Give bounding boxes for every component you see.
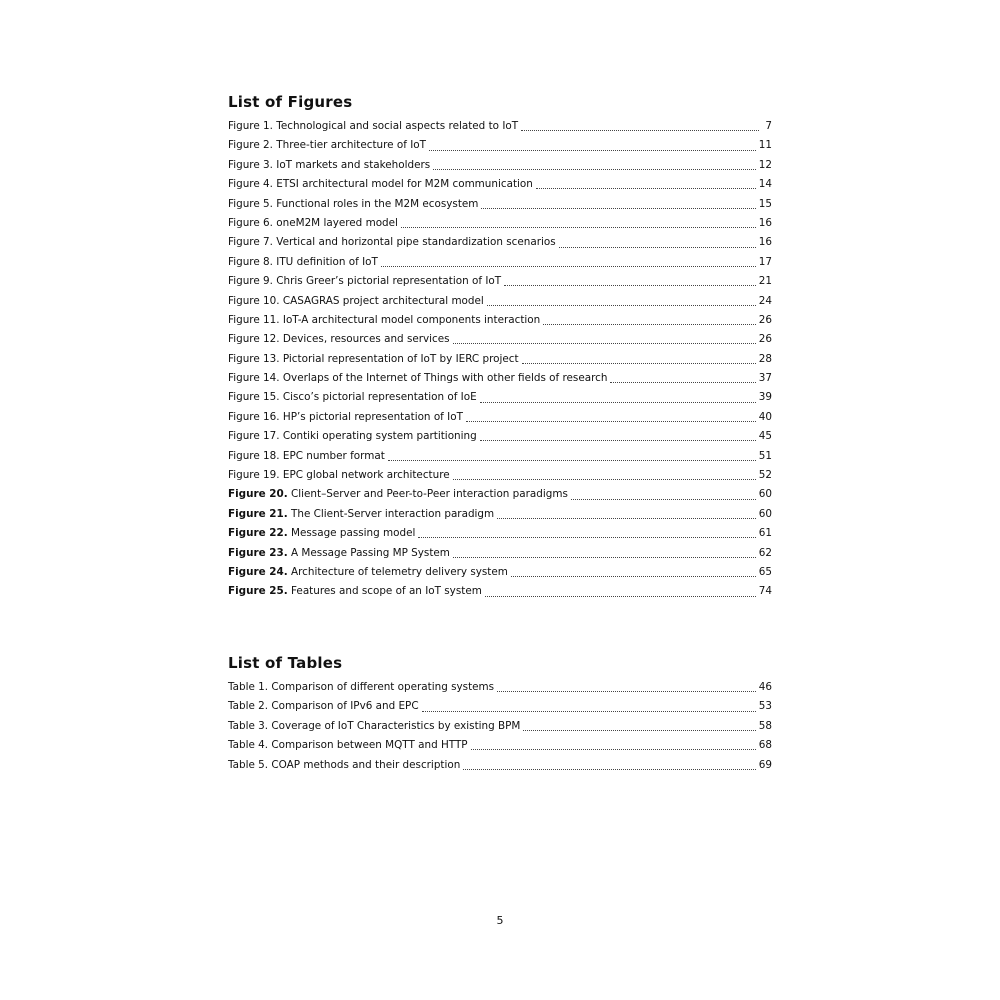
entry-label: Figure 6. (228, 216, 273, 229)
page-number: 5 (496, 914, 504, 927)
entry-label: Figure 22. (228, 527, 288, 540)
figure-entry[interactable] (228, 156, 772, 175)
figure-entry[interactable] (228, 408, 772, 427)
dot-leader (610, 382, 755, 383)
table-entry[interactable] (228, 717, 772, 736)
entry-label: Figure 24. (228, 565, 288, 578)
figure-entry[interactable] (228, 117, 772, 136)
entry-title: Pictorial representation of IoT by IERC project (282, 352, 519, 365)
entry-label: Figure 2. (228, 139, 273, 152)
entry-label: Figure 16. (228, 410, 280, 423)
entry-label: Table 1. (228, 681, 269, 693)
entry-label: Figure 10. (228, 294, 280, 307)
dot-leader (481, 208, 755, 209)
dot-leader (523, 730, 755, 731)
entry-title: Message passing model (291, 527, 416, 540)
entry-page-number: 58 (758, 719, 772, 732)
entry-title: oneM2M layered model (276, 216, 398, 229)
figure-entry[interactable] (228, 544, 772, 563)
entry-page-number: 51 (758, 449, 772, 462)
entry-page-number: 61 (758, 527, 772, 540)
dot-leader (487, 305, 756, 306)
table-entry[interactable] (228, 756, 772, 775)
figure-entry[interactable] (228, 505, 772, 524)
entry-label: Figure 20. (228, 488, 288, 501)
entry-page-number: 11 (758, 139, 772, 152)
entry-label: Figure 14. (228, 372, 280, 385)
figure-entry[interactable] (228, 136, 772, 155)
entry-page-number: 7 (765, 120, 772, 132)
figure-entry[interactable] (228, 214, 772, 233)
entry-label: Figure 4. (228, 178, 273, 191)
entry-title: Cisco’s pictorial representation of IoE (282, 391, 477, 404)
entry-title: Features and scope of an IoT system (291, 585, 482, 598)
figures-list (228, 117, 772, 602)
entry-label: Figure 13. (228, 352, 280, 365)
entry-title: Contiki operating system partitioning (282, 430, 477, 443)
entry-label: Figure 3. (228, 158, 273, 171)
entry-page-number: 45 (758, 430, 772, 443)
entry-page-number: 69 (758, 758, 772, 771)
dot-leader (521, 130, 759, 131)
entry-title: Comparison of different operating systems (271, 681, 495, 693)
entry-page-number: 17 (758, 255, 772, 268)
dot-leader (543, 324, 756, 325)
dot-leader (571, 499, 756, 500)
dot-leader (429, 150, 756, 151)
entry-label: Figure 9. (228, 275, 273, 288)
dot-leader (485, 596, 756, 597)
entry-label: Figure 19. (228, 469, 280, 482)
entry-page-number: 16 (758, 216, 772, 229)
list-of-tables-section (228, 653, 772, 775)
dot-leader (511, 576, 756, 577)
dot-leader (497, 518, 756, 519)
entry-title: CASAGRAS project architectural model (282, 294, 484, 307)
dot-leader (418, 537, 755, 538)
entry-title: Coverage of IoT Characteristics by existing BPM (271, 719, 521, 732)
entry-page-number: 68 (758, 739, 772, 752)
dot-leader (422, 711, 756, 712)
tables-list (228, 678, 772, 775)
entry-title: Technological and social aspects related to IoT (276, 120, 519, 132)
list-of-figures-heading: List of Figures (228, 93, 353, 111)
table-entry[interactable] (228, 678, 772, 697)
entry-title: ETSI architectural model for M2M communication (276, 178, 533, 191)
entry-label: Figure 21. (228, 507, 288, 520)
entry-label: Figure 15. (228, 391, 280, 404)
entry-title: EPC number format (282, 449, 385, 462)
entry-title: Comparison between MQTT and HTTP (271, 739, 468, 752)
entry-title: Functional roles in the M2M ecosystem (276, 197, 479, 210)
table-entry[interactable] (228, 736, 772, 755)
entry-page-number: 46 (758, 681, 772, 693)
dot-leader (453, 343, 756, 344)
figure-entry[interactable] (228, 330, 772, 349)
dot-leader (381, 266, 756, 267)
entry-label: Figure 1. (228, 120, 273, 132)
entry-title: Architecture of telemetry delivery system (291, 565, 508, 578)
figure-entry[interactable] (228, 582, 772, 601)
figure-entry[interactable] (228, 233, 772, 252)
entry-title: Three-tier architecture of IoT (276, 139, 426, 152)
entry-title: IoT-A architectural model components interaction (282, 313, 541, 326)
dot-leader (559, 247, 756, 248)
entry-title: Overlaps of the Internet of Things with other fields of research (282, 372, 608, 385)
entry-label: Figure 7. (228, 236, 273, 249)
entry-label: Table 2. (228, 700, 269, 713)
entry-page-number: 26 (758, 333, 772, 346)
figure-entry[interactable] (228, 447, 772, 466)
dot-leader (480, 440, 756, 441)
entry-label: Figure 5. (228, 197, 273, 210)
figure-entry[interactable] (228, 175, 772, 194)
entry-page-number: 60 (758, 507, 772, 520)
entry-page-number: 40 (758, 410, 772, 423)
entry-label: Figure 25. (228, 585, 288, 598)
entry-page-number: 26 (758, 313, 772, 326)
entry-label: Table 4. (228, 739, 269, 752)
dot-leader (504, 285, 756, 286)
figure-entry[interactable] (228, 311, 772, 330)
dot-leader (466, 421, 756, 422)
entry-page-number: 28 (758, 352, 772, 365)
entry-title: Devices, resources and services (282, 333, 450, 346)
entry-page-number: 65 (758, 565, 772, 578)
dot-leader (401, 227, 756, 228)
entry-page-number: 52 (758, 469, 772, 482)
entry-page-number: 21 (758, 275, 772, 288)
entry-label: Figure 17. (228, 430, 280, 443)
entry-label: Table 5. (228, 758, 269, 771)
entry-page-number: 37 (758, 372, 772, 385)
figure-entry[interactable] (228, 292, 772, 311)
list-of-tables-heading: List of Tables (228, 654, 343, 672)
figure-entry[interactable] (228, 427, 772, 446)
entry-title: Chris Greer’s pictorial representation of IoT (276, 275, 502, 288)
entry-title: Client–Server and Peer-to-Peer interaction paradigms (291, 488, 568, 501)
entry-page-number: 15 (758, 197, 772, 210)
figure-entry[interactable] (228, 466, 772, 485)
entry-page-number: 39 (758, 391, 772, 404)
entry-page-number: 53 (758, 700, 772, 713)
entry-label: Figure 23. (228, 546, 288, 559)
entry-label: Figure 12. (228, 333, 280, 346)
entry-title: A Message Passing MP System (291, 546, 450, 559)
figure-entry[interactable] (228, 253, 772, 272)
dot-leader (463, 769, 755, 770)
entry-page-number: 62 (758, 546, 772, 559)
entry-title: ITU definition of IoT (276, 255, 378, 268)
entry-title: Comparison of IPv6 and EPC (271, 700, 419, 713)
entry-title: COAP methods and their description (271, 758, 461, 771)
figure-entry[interactable] (228, 369, 772, 388)
entry-page-number: 14 (758, 178, 772, 191)
entry-page-number: 12 (758, 158, 772, 171)
entry-page-number: 16 (758, 236, 772, 249)
entry-title: The Client-Server interaction paradigm (291, 507, 495, 520)
dot-leader (453, 557, 756, 558)
figure-entry[interactable] (228, 350, 772, 369)
list-of-figures-section (228, 92, 772, 602)
figure-entry[interactable] (228, 563, 772, 582)
dot-leader (453, 479, 756, 480)
table-entry[interactable] (228, 697, 772, 716)
entry-page-number: 24 (758, 294, 772, 307)
dot-leader (480, 402, 756, 403)
dot-leader (471, 749, 756, 750)
dot-leader (388, 460, 756, 461)
figure-entry[interactable] (228, 272, 772, 291)
dot-leader (522, 363, 756, 364)
entry-title: IoT markets and stakeholders (276, 158, 431, 171)
figure-entry[interactable] (228, 485, 772, 504)
dot-leader (536, 188, 756, 189)
entry-page-number: 60 (758, 488, 772, 501)
entry-title: EPC global network architecture (282, 469, 450, 482)
entry-label: Figure 18. (228, 449, 280, 462)
entry-title: Vertical and horizontal pipe standardization scenarios (276, 236, 556, 249)
figure-entry[interactable] (228, 195, 772, 214)
entry-label: Table 3. (228, 719, 269, 732)
figure-entry[interactable] (228, 388, 772, 407)
figure-entry[interactable] (228, 524, 772, 543)
dot-leader (433, 169, 756, 170)
entry-label: Figure 8. (228, 255, 273, 268)
entry-page-number: 74 (758, 585, 772, 598)
entry-label: Figure 11. (228, 313, 280, 326)
entry-title: HP’s pictorial representation of IoT (282, 410, 463, 423)
dot-leader (497, 691, 756, 692)
